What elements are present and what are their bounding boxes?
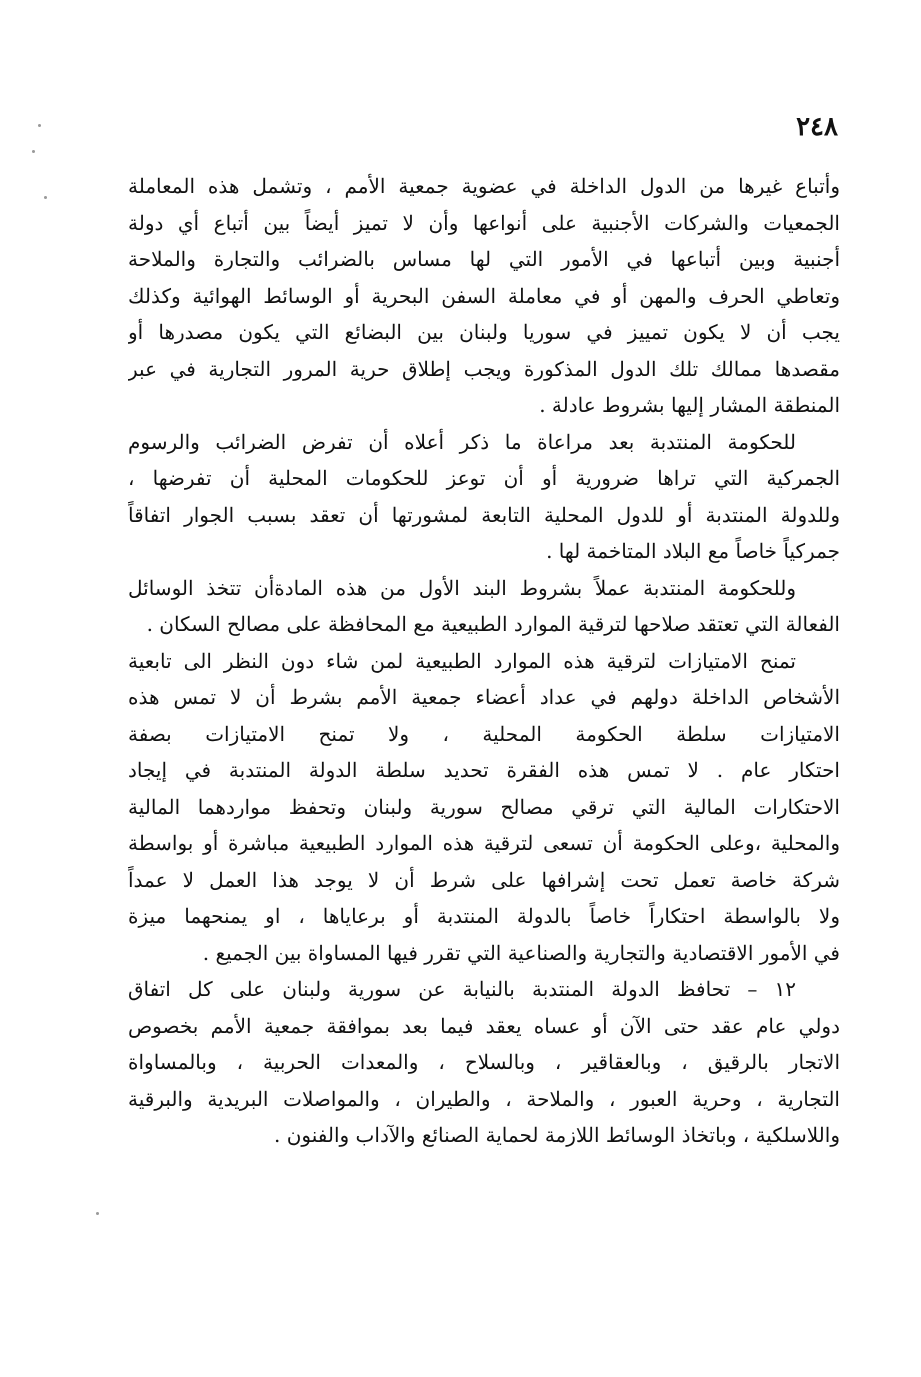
- text-line: وللحكومة المنتدبة عملاً بشروط البند الأول من هذه المادةأن تتخذ الوسائل: [128, 575, 796, 600]
- text-line: وتعاطي الحرف والمهن أو في معاملة السفن البحرية أو الوسائط الهوائية وكذلك: [128, 283, 840, 308]
- paragraph-5: [128, 971, 840, 1154]
- text-line: الفعالة التي تعتقد صلاحها لترقية الموارد الطبيعية مع المحافظة على مصالح السكان .: [146, 612, 840, 636]
- paragraph-4: [128, 643, 840, 972]
- text-line: دولي عام عقد حتى الآن أو عساه يعقد فيما بعد بموافقة جمعية الأمم بخصوص: [128, 1013, 840, 1038]
- scan-speck: [44, 196, 47, 199]
- text-line: الجمعيات والشركات الأجنبية على أنواعها وأن لا تميز أيضاً بين أتباع أي دولة: [128, 210, 840, 235]
- text-line: وأتباع غيرها من الدول الداخلة في عضوية جمعية الأمم ، وتشمل هذه المعاملة: [128, 174, 840, 198]
- text-line: جمركياً خاصاً مع البلاد المتاخمة لها .: [546, 539, 840, 563]
- paragraph-2: [128, 424, 840, 570]
- page-number: ٢٤٨: [796, 112, 838, 142]
- text-line: تمنح الامتيازات لترقية هذه الموارد الطبيعية لمن شاء دون النظر الى تابعية: [128, 648, 796, 673]
- text-line: شركة خاصة تعمل تحت إشرافها على شرط أن لا يوجد هذا العمل لا عمداً: [128, 867, 840, 892]
- text-line: ١٢ – تحافظ الدولة المنتدبة بالنيابة عن سورية ولبنان على كل اتفاق: [128, 977, 796, 1001]
- text-line: التجارية ، وحرية العبور ، والملاحة ، والطيران ، والمواصلات البريدية والبرقية: [128, 1086, 840, 1111]
- text-line: أجنبية وبين أتباعها في الأمور التي لها مساس بالضرائب والتجارة والملاحة: [128, 247, 840, 271]
- text-line: الاحتكارات المالية التي ترقي مصالح سورية ولبنان وتحفظ مواردهما المالية: [128, 794, 840, 819]
- text-line: واللاسلكية ، وباتخاذ الوسائط اللازمة لحماية الصنائع والآداب والفنون .: [274, 1123, 840, 1147]
- text-line: مقصدها ممالك تلك الدول المذكورة ويجب إطلاق حرية المرور التجارية في عبر: [128, 356, 840, 381]
- text-line: الامتيازات سلطة الحكومة المحلية ، ولا تمنح الامتيازات بصفة: [128, 721, 840, 746]
- text-line: الجمركية التي تراها ضرورية أو أن توعز للحكومات المحلية أن تفرضها ،: [128, 466, 840, 490]
- page-body: [128, 168, 840, 1154]
- paragraph-1: [128, 168, 840, 424]
- text-line: وللدولة المنتدبة أو للدول المحلية التابعة لمشورتها أن تعقد بسبب الجوار اتفاقاً: [128, 502, 840, 527]
- scan-speck: [96, 1212, 99, 1215]
- text-line: احتكار عام . لا تمس هذه الفقرة تحديد سلطة الدولة المنتدبة في إيجاد: [128, 758, 840, 782]
- text-line: والمحلية ،وعلى الحكومة أن تسعى لترقية هذه الموارد الطبيعية مباشرة أو بواسطة: [128, 831, 840, 855]
- text-line: الاتجار بالرقيق ، وبالعقاقير ، وبالسلاح ، والمعدات الحربية ، وبالمساواة: [128, 1050, 840, 1074]
- text-line: ولا بالواسطة احتكاراً خاصاً بالدولة المنتدبة أو برعاياها ، او يمنحهما ميزة: [128, 904, 840, 928]
- text-line: يجب أن لا يكون تمييز في سوريا ولبنان بين البضائع التي يكون مصدرها أو: [128, 320, 840, 344]
- text-line: المنطقة المشار إليها بشروط عادلة .: [539, 393, 840, 417]
- text-line: للحكومة المنتدبة بعد مراعاة ما ذكر أعلاه أن تفرض الضرائب والرسوم: [128, 429, 796, 454]
- scan-speck: [32, 150, 35, 153]
- text-line: الأشخاص الداخلة دولهم في عداد أعضاء جمعية الأمم بشرط أن لا تمس هذه: [128, 685, 840, 709]
- scan-speck: [38, 124, 41, 127]
- paragraph-3: [128, 570, 840, 643]
- text-line: في الأمور الاقتصادية والتجارية والصناعية التي تقرر فيها المساواة بين الجميع .: [202, 940, 840, 965]
